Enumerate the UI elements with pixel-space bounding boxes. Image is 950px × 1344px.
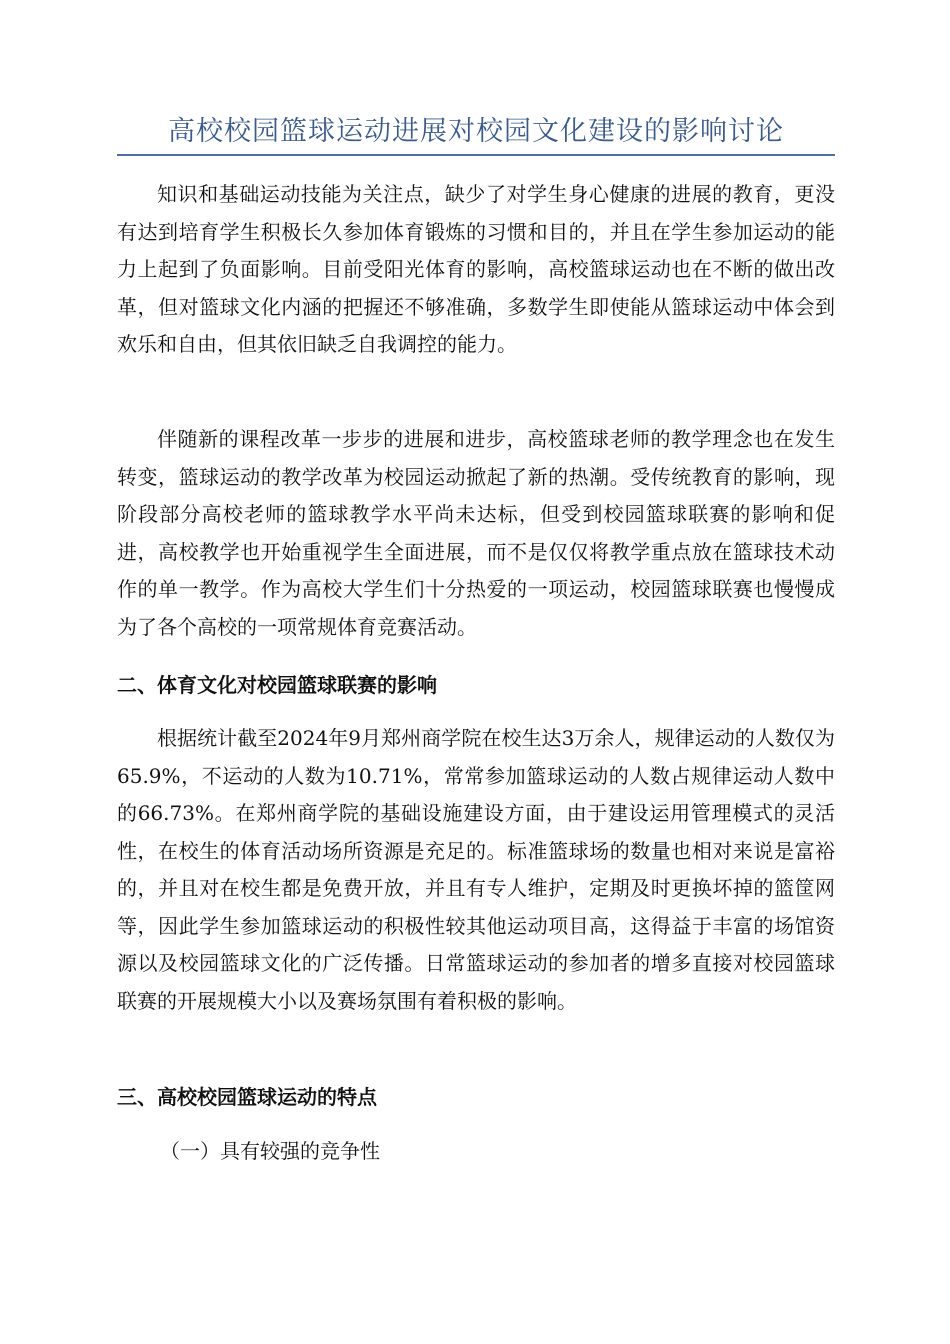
document-title: 高校校园篮球运动进展对校园文化建设的影响讨论	[168, 116, 784, 147]
title-underline	[117, 154, 835, 156]
subsection-heading-1: （一）具有较强的竞争性	[160, 1139, 380, 1163]
paragraph-2: 伴随新的课程改革一步步的进展和进步，高校篮球老师的教学理念也在发生转变，篮球运动的教学改革为校园运动掀起了新的热潮。受传统教育的影响，现阶段部分高校老师的篮球教学水平尚未达标，但受到校园篮球联赛的影响和促进，高校教学也开始重视学生全面进展，而不是仅仅将教学重点放在篮球技术动作的单一教学。作为高校大学生们十分热爱的一项运动，校园篮球联赛也慢慢成为了各个高校的一项常规体育竞赛活动。	[117, 427, 835, 639]
section-heading-3: 三、高校校园篮球运动的特点	[117, 1085, 377, 1109]
paragraph-3: 根据统计截至2024年9月郑州商学院在校生达3万余人，规律运动的人数仅为65.9%，不运动的人数为10.71%，常常参加篮球运动的人数占规律运动人数中的66.73%。在郑州商学院的基础设施建设方面，由于建设运用管理模式的灵活性，在校生的体育活动场所资源是充足的。标准篮球场的数量也相对来说是富裕的，并且对在校生都是免费开放，并且有专人维护，定期及时更换坏掉的篮筐网等，因此学生参加篮球运动的积极性较其他运动项目高，这得益于丰富的场馆资源以及校园篮球文化的广泛传播。日常篮球运动的参加者的增多直接对校园篮球联赛的开展规模大小以及赛场氛围有着积极的影响。	[117, 726, 835, 1013]
paragraph-1: 知识和基础运动技能为关注点，缺少了对学生身心健康的进展的教育，更没有达到培育学生积极长久参加体育锻炼的习惯和目的，并且在学生参加运动的能力上起到了负面影响。目前受阳光体育的影响，高校篮球运动也在不断的做出改革，但对篮球文化内涵的把握还不够准确，多数学生即使能从篮球运动中体会到欢乐和自由，但其依旧缺乏自我调控的能力。	[117, 182, 835, 356]
section-heading-2: 二、体育文化对校园篮球联赛的影响	[117, 673, 437, 697]
